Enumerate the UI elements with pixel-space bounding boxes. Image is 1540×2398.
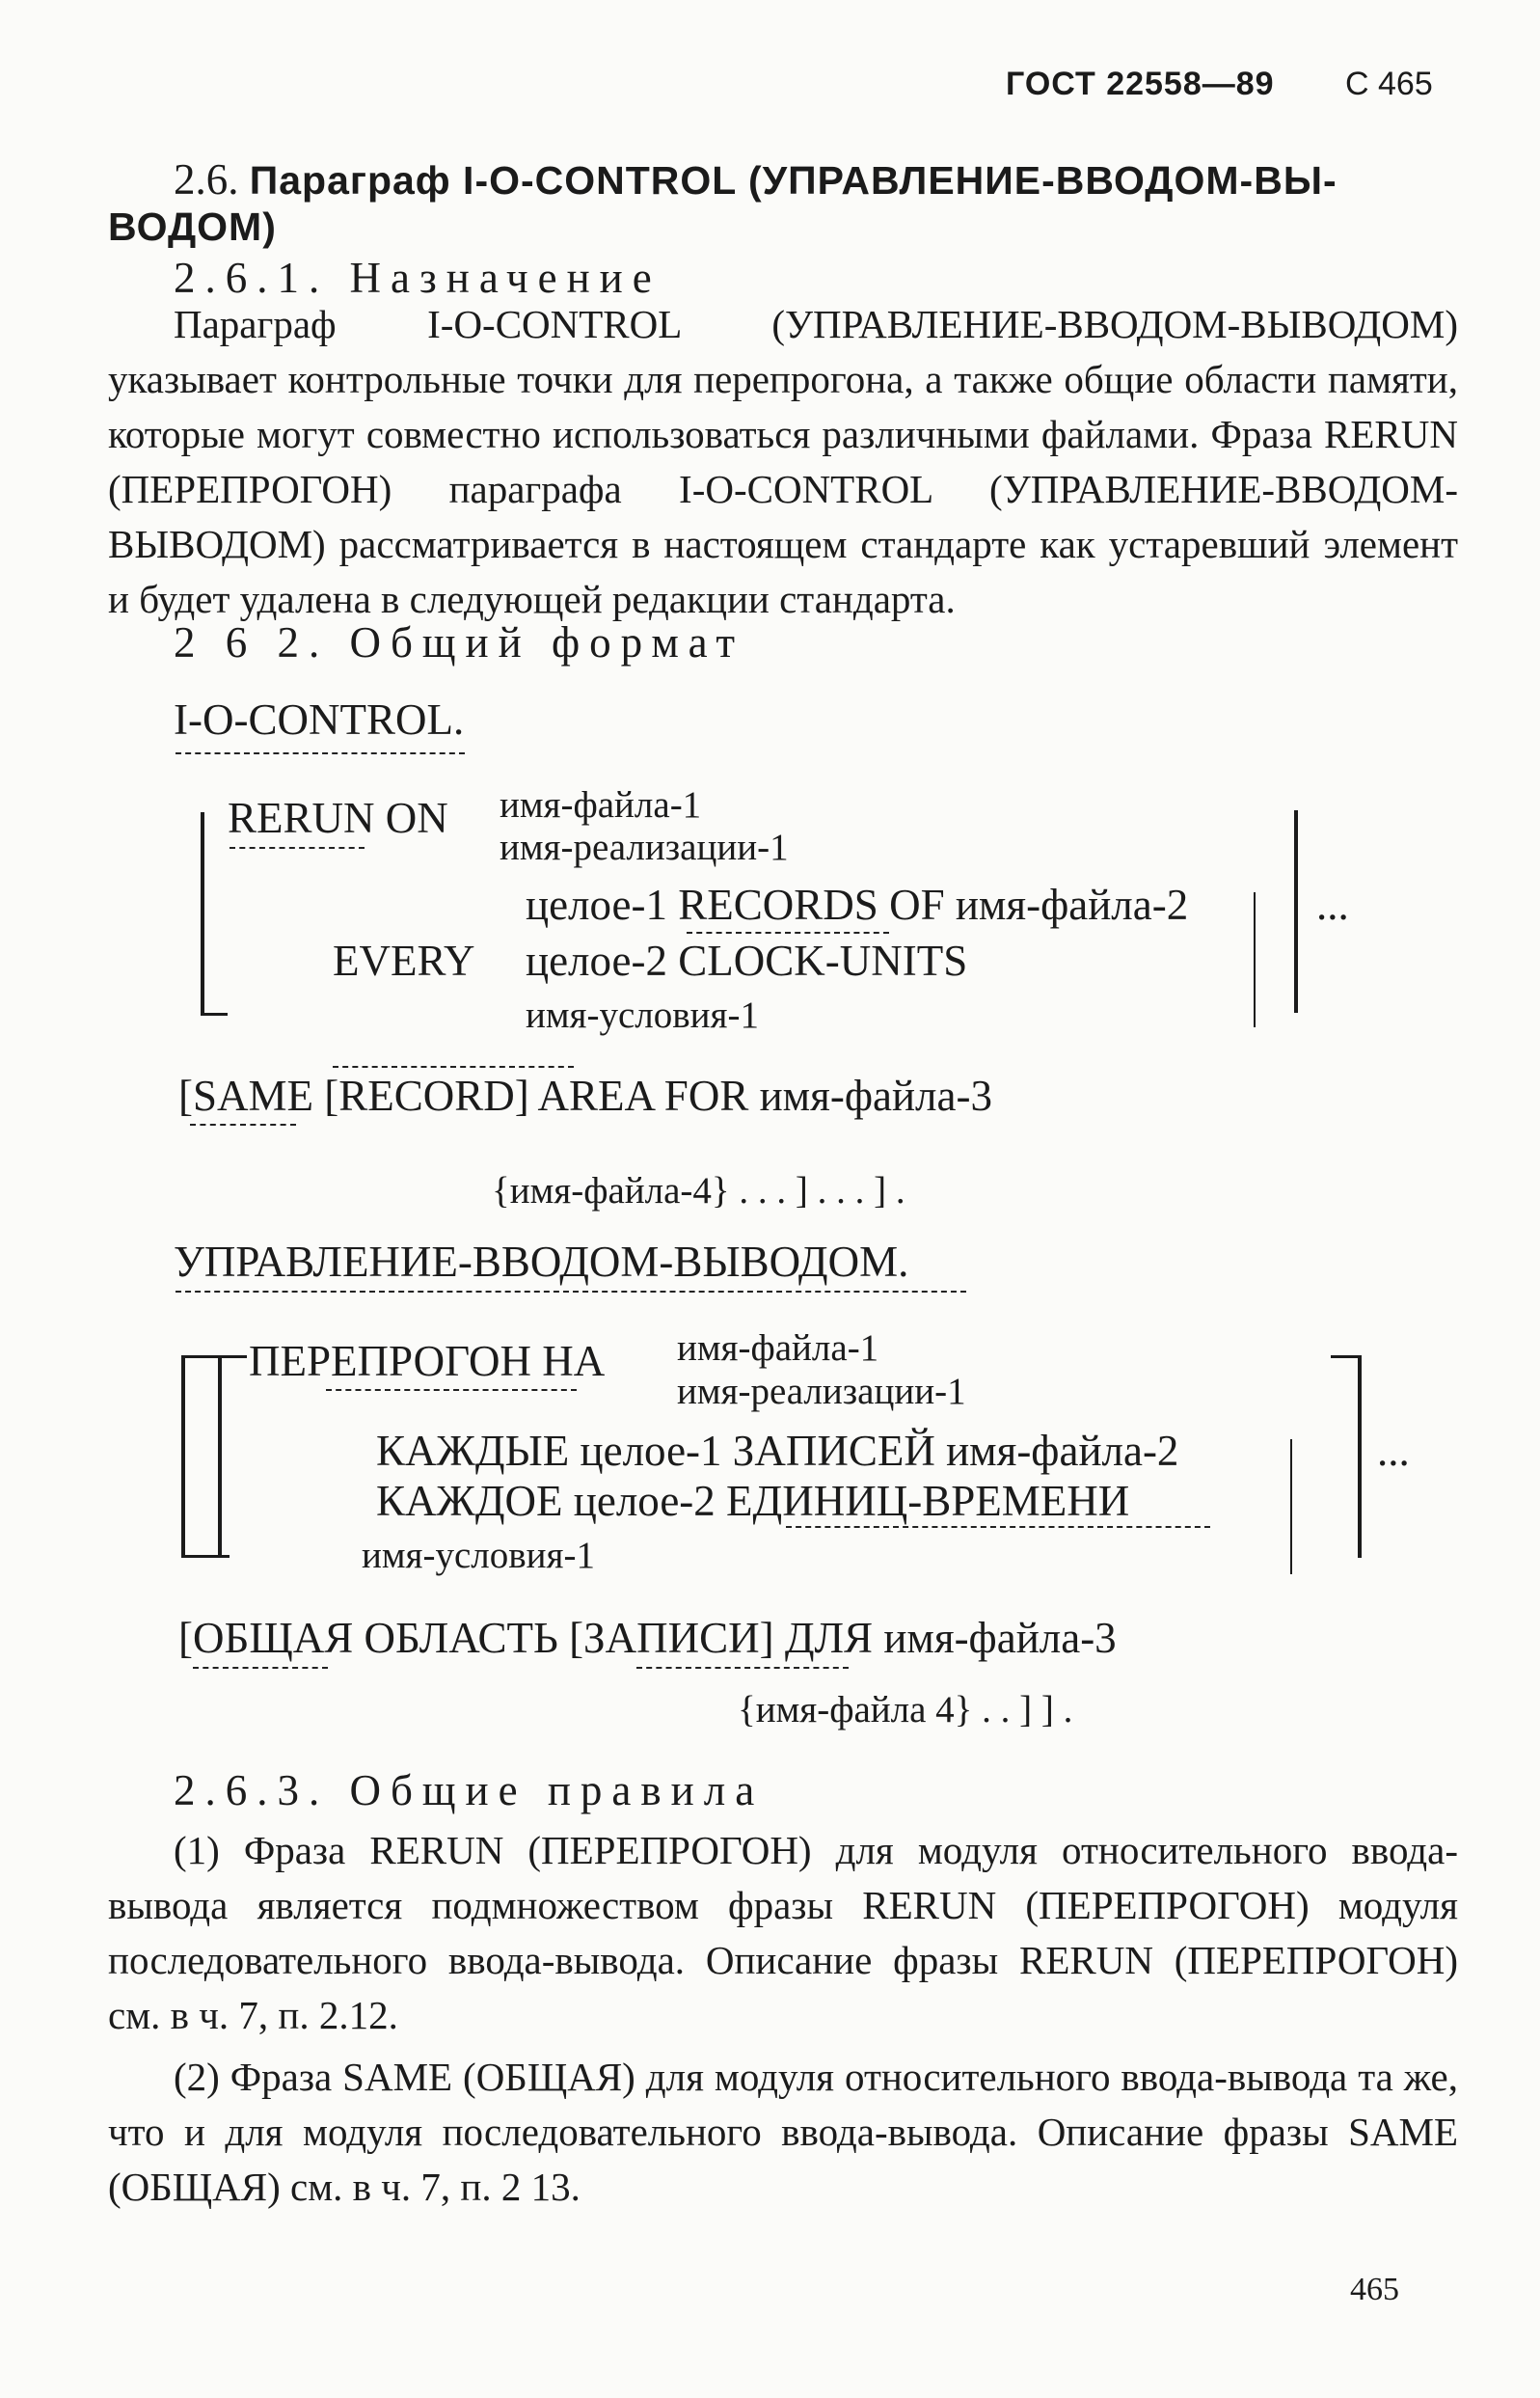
rule-1: (1) Фраза RERUN (ПЕРЕПРОГОН) для модуля относительного ввода-вывода является подмножеством фразы RERUN (ПЕРЕПРОГОН) модуля последовательного ввода-вывода. Описание фразы RERUN (ПЕРЕПРОГОН) см. в ч. 7, п. 2.12. [108,1828,1458,2037]
section-2-6-number: 2.6. [174,155,239,204]
format-en-title: I-O-CONTROL. [174,695,465,744]
section-2-6-title-line2: ВОДОМ) [108,204,277,249]
format-ru-ellipsis: ... [1377,1427,1410,1475]
section-2-6-title-line1: Параграф I-O-CONTROL (УПРАВЛЕНИЕ-ВВОДОМ-ВЫ- [249,158,1337,203]
format-en-line-records: целое-1 RECORDS OF имя-файла-2 [526,881,1189,929]
format-ru-impl-name-1: имя-реализации-1 [677,1371,966,1412]
format-ru-same-line: [ОБЩАЯ ОБЛАСТЬ [ЗАПИСИ] ДЛЯ имя-файла-3 [178,1614,1117,1662]
section-2-6-1-paragraph: Параграф I-O-CONTROL (УПРАВЛЕНИЕ-ВВОДОМ-ВЫВОДОМ) указывает контрольные точки для перепрогона, а также общие области памяти, которые могут совместно использоваться различными файлами. Фраза RERUN (ПЕРЕПРОГОН) параграфа I-O-CONTROL (УПРАВЛЕНИЕ-ВВОДОМ-ВЫВОДОМ) рассматривается в настоящем стандарте как устаревший элемент и будет удалена в следующей редакции стандарта. [108,302,1458,621]
footer-page-number: 465 [1350,2272,1399,2307]
format-en-every: EVERY [333,937,475,985]
section-2-6-3-heading: 2.6.3. Общие правила [174,1766,765,1814]
rule-2: (2) Фраза SAME (ОБЩАЯ) для модуля относительного ввода-вывода та же, что и для модуля последовательного ввода-вывода. Описание фразы SAME (ОБЩАЯ) см. в ч. 7, п. 2 13. [108,2055,1458,2209]
format-ru-line-each-records: КАЖДЫЕ целое-1 ЗАПИСЕЙ имя-файла-2 [376,1427,1179,1475]
format-en-same-line: [SAME [RECORD] AREA FOR имя-файла-3 [178,1072,992,1120]
section-2-6-2-heading: 2 6 2. Общий формат [174,618,745,667]
format-en-file4-line: {имя-файла-4} . . . ] . . . ] . [492,1170,905,1212]
page-label: С 465 [1345,66,1433,102]
format-en-file-name-1: имя-файла-1 [500,784,702,826]
format-ru-rerun-on: ПЕРЕПРОГОН НА [249,1337,606,1385]
format-ru-title: УПРАВЛЕНИЕ-ВВОДОМ-ВЫВОДОМ. [174,1238,909,1286]
format-ru-file-name-1: имя-файла-1 [677,1327,879,1369]
format-ru-file4-line: {имя-файла 4} . . ] ] . [738,1689,1073,1730]
format-ru-line-each-time: КАЖДОЕ целое-2 ЕДИНИЦ-ВРЕМЕНИ [376,1477,1130,1525]
format-en-rerun-on: RERUN ON [228,794,448,842]
standard-number: ГОСТ 22558—89 [1006,66,1275,102]
section-2-6-title [174,154,1337,204]
format-en-line-cond: имя-условия-1 [526,995,759,1036]
format-en-ellipsis: ... [1316,881,1349,929]
format-en-impl-name-1: имя-реализации-1 [500,827,789,868]
section-2-6-1-heading: 2.6.1. Назначение [174,254,662,302]
format-ru-line-cond: имя-условия-1 [362,1535,595,1576]
format-en-line-clock: целое-2 CLOCK-UNITS [526,937,968,985]
